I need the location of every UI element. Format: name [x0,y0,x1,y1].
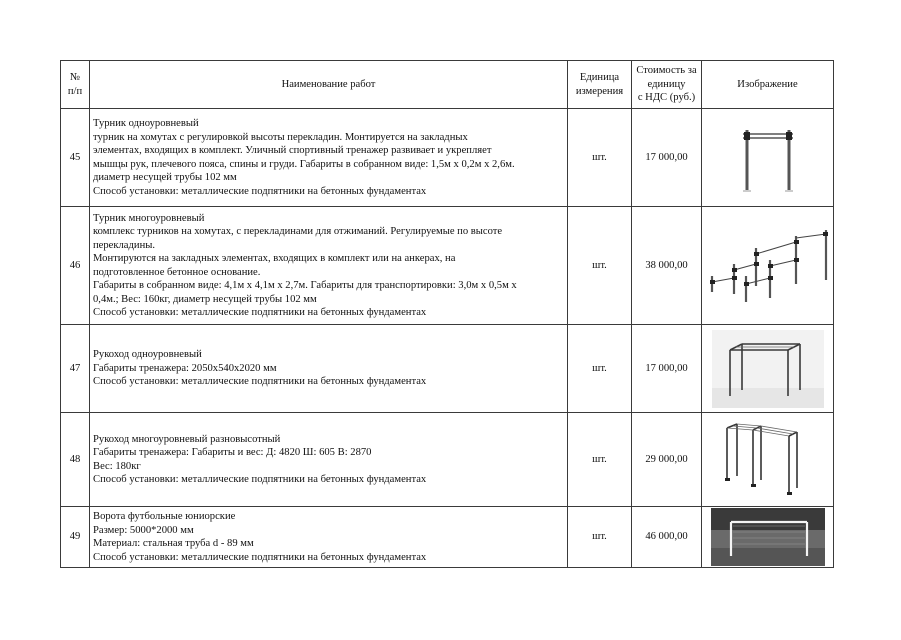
row-image [702,109,834,207]
row-name-line: Размер: 5000*2000 мм [93,524,194,536]
table-row [61,413,834,507]
row-price: 29 000,00 [632,413,702,507]
row-unit: шт. [568,325,632,413]
single-level-monkey-bars-icon [712,330,824,408]
row-name-line: элементах, входящих в комплект. Уличный спортивный тренажер развивает и укрепляет [93,145,492,156]
row-name-line: Вес: 180кг [93,460,141,472]
row-unit: шт. [568,109,632,207]
row-name-line: Турник многоуровневый [93,212,205,224]
row-name-line: Монтируются на закладных элементах, входящих в комплект или на анкерах, на [93,253,456,264]
multi-level-monkey-bars-icon [713,418,823,502]
header-unit: Единица измерения [568,61,632,109]
row-name-line: Турник одноуровневый [93,118,199,129]
row-number: 49 [61,507,90,568]
table-row [61,207,834,325]
row-name [90,109,568,207]
row-name-line: Рукоход одноуровневый [93,349,202,361]
row-name-line: Способ установки: металлические подпятники на бетонных фундаментах [93,307,427,318]
row-name-line: перекладины. [93,239,156,251]
row-price: 38 000,00 [632,207,702,325]
row-image [702,207,834,325]
row-number: 46 [61,207,90,325]
row-unit: шт. [568,413,632,507]
table-row [61,325,834,413]
header-price: Стоимость за единицу с НДС (руб.) [632,61,702,109]
row-name-line: Способ установки: металлические подпятники на бетонных фундаментах [93,551,427,563]
row-name-line: 0,4м.; Вес: 160кг, диаметр несущей трубы 102 мм [93,293,317,305]
header-number: № п/п [61,61,90,109]
row-name [90,413,568,507]
row-unit: шт. [568,507,632,568]
header-name: Наименование работ [90,61,568,109]
row-name [90,207,568,325]
single-level-pullup-bar-icon [713,118,823,198]
row-name-line: Ворота футбольные юниорские [93,511,236,522]
row-image [702,413,834,507]
price-table-sheet [60,60,834,568]
row-number: 47 [61,325,90,413]
row-image [702,507,834,568]
row-name-line: диаметр несущей трубы 102 мм [93,172,237,183]
row-name-line: мышцы рук, плечевого пояса, спины и груди. Габариты в собранном виде: 1,5м х 0,2м х 2,6м. [93,158,515,170]
header-image: Изображение [702,61,834,109]
table-header-row [61,61,834,109]
row-name-line: подготовленное бетонное основание. [93,266,261,278]
row-name-line: Рукоход многоуровневый разновысотный [93,433,281,445]
multi-level-pullup-bar-icon [704,224,832,308]
row-name-line: Габариты в собранном виде: 4,1м х 4,1м х 2,7м. Габариты для транспортировки: 3,0м х 0,5м х [93,280,517,291]
row-name-line: Габариты тренажера: 2050х540х2020 мм [93,362,277,374]
row-name-line: Способ установки: металлические подпятники на бетонных фундаментах [93,185,427,197]
junior-football-goal-icon [711,508,825,566]
row-name [90,325,568,413]
row-name [90,507,568,568]
row-price: 46 000,00 [632,507,702,568]
row-image [702,325,834,413]
row-name-line: комплекс турников на хомутах, с перекладинами для отжиманий. Регулируемые по высоте [93,226,503,237]
row-name-line: Материал: стальная труба d - 89 мм [93,538,254,549]
row-name-line: Габариты тренажера: Габариты и вес: Д: 4820 Ш: 605 В: 2870 [93,447,372,458]
row-unit: шт. [568,207,632,325]
row-number: 48 [61,413,90,507]
table-row [61,507,834,568]
row-name-line: Способ установки: металлические подпятники на бетонных фундаментах [93,474,427,485]
row-price: 17 000,00 [632,109,702,207]
price-table [60,60,834,568]
row-name-line: Способ установки: металлические подпятники на бетонных фундаментах [93,376,427,388]
row-number: 45 [61,109,90,207]
row-price: 17 000,00 [632,325,702,413]
table-row [61,109,834,207]
row-name-line: турник на хомутах с регулировкой высоты перекладин. Монтируется на закладных [93,131,468,143]
